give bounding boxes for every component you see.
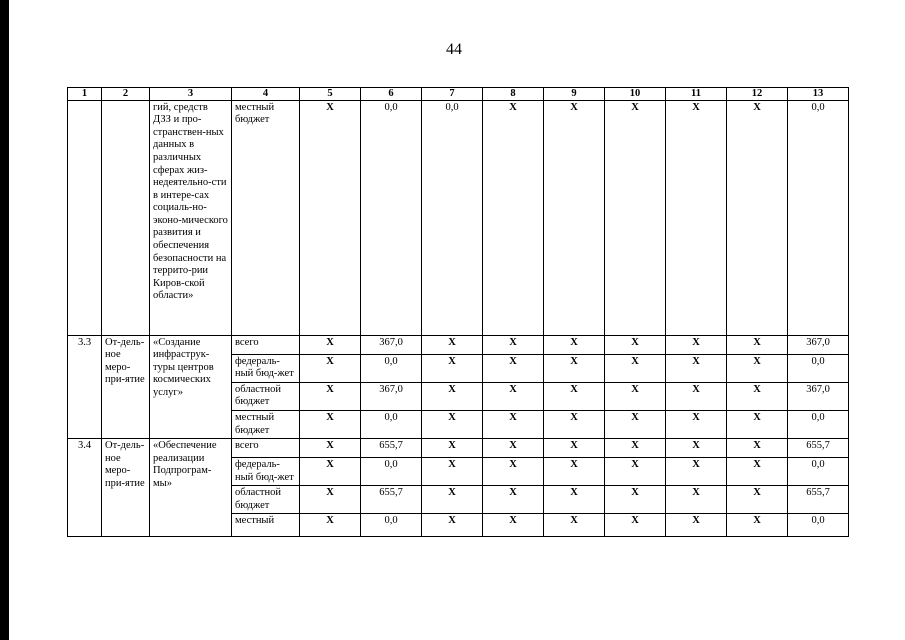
value-cell-13: 0,0 — [788, 458, 849, 486]
value-cell-5: X — [300, 410, 361, 438]
value-cell-9: X — [544, 458, 605, 486]
value-cell-12: X — [727, 410, 788, 438]
value-cell-13: 367,0 — [788, 382, 849, 410]
funding-source-cell: всего — [232, 439, 300, 458]
measure-number-cell: 3.3 — [68, 335, 102, 439]
column-header-9: 9 — [544, 88, 605, 101]
value-cell-13: 655,7 — [788, 439, 849, 458]
value-cell-9: X — [544, 382, 605, 410]
value-cell-10: X — [605, 382, 666, 410]
value-cell-12: X — [727, 382, 788, 410]
column-header-5: 5 — [300, 88, 361, 101]
value-cell-9: X — [544, 439, 605, 458]
column-header-10: 10 — [605, 88, 666, 101]
value-cell-10: X — [605, 514, 666, 537]
column-header-2: 2 — [102, 88, 150, 101]
value-cell-6: 0,0 — [361, 410, 422, 438]
scan-edge-bar — [0, 0, 9, 640]
value-cell-6: 0,0 — [361, 514, 422, 537]
column-header-8: 8 — [483, 88, 544, 101]
value-cell-11: X — [666, 410, 727, 438]
column-header-6: 6 — [361, 88, 422, 101]
value-cell-13: 0,0 — [788, 354, 849, 382]
measure-title-cell: «Обеспечение реализации Подпрограм-мы» — [150, 439, 232, 537]
value-cell-9: X — [544, 354, 605, 382]
value-cell-6: 0,0 — [361, 458, 422, 486]
measure-type-cell — [102, 100, 150, 335]
value-cell-7: X — [422, 382, 483, 410]
value-cell-5: X — [300, 458, 361, 486]
column-header-11: 11 — [666, 88, 727, 101]
measure-number-cell — [68, 100, 102, 335]
funding-source-cell: всего — [232, 335, 300, 354]
measure-type-cell: От-дель-ное меро-при-ятие — [102, 335, 150, 439]
value-cell-12: X — [727, 100, 788, 335]
value-cell-10: X — [605, 439, 666, 458]
value-cell-7: X — [422, 410, 483, 438]
column-header-3: 3 — [150, 88, 232, 101]
value-cell-5: X — [300, 439, 361, 458]
value-cell-13: 0,0 — [788, 410, 849, 438]
column-header-4: 4 — [232, 88, 300, 101]
value-cell-11: X — [666, 458, 727, 486]
value-cell-12: X — [727, 354, 788, 382]
value-cell-6: 0,0 — [361, 100, 422, 335]
column-header-12: 12 — [727, 88, 788, 101]
funding-source-cell: федераль-ный бюд-жет — [232, 458, 300, 486]
value-cell-13: 0,0 — [788, 100, 849, 335]
table-row — [68, 335, 849, 354]
value-cell-6: 367,0 — [361, 382, 422, 410]
value-cell-13: 655,7 — [788, 486, 849, 514]
value-cell-7: X — [422, 439, 483, 458]
value-cell-13: 0,0 — [788, 514, 849, 537]
value-cell-8: X — [483, 486, 544, 514]
value-cell-5: X — [300, 100, 361, 335]
value-cell-7: X — [422, 514, 483, 537]
value-cell-7: X — [422, 354, 483, 382]
value-cell-8: X — [483, 382, 544, 410]
value-cell-6: 655,7 — [361, 439, 422, 458]
value-cell-5: X — [300, 335, 361, 354]
value-cell-10: X — [605, 354, 666, 382]
value-cell-11: X — [666, 486, 727, 514]
table-row — [68, 439, 849, 458]
value-cell-12: X — [727, 439, 788, 458]
value-cell-6: 655,7 — [361, 486, 422, 514]
funding-source-cell: федераль-ный бюд-жет — [232, 354, 300, 382]
funding-source-cell: местный бюджет — [232, 100, 300, 335]
value-cell-5: X — [300, 382, 361, 410]
value-cell-11: X — [666, 335, 727, 354]
funding-source-cell: областной бюджет — [232, 382, 300, 410]
column-header-7: 7 — [422, 88, 483, 101]
value-cell-5: X — [300, 514, 361, 537]
value-cell-7: X — [422, 335, 483, 354]
measure-title-cell: гий, средств ДЗЗ и про-странствен-ных данных в различных сферах жиз-недеятельно-сти в интере-сах социаль-но-эконо-мического развития и обеспечения безопасности на террито-рии Киров-ской области» — [150, 100, 232, 335]
value-cell-10: X — [605, 410, 666, 438]
value-cell-11: X — [666, 354, 727, 382]
value-cell-7: 0,0 — [422, 100, 483, 335]
measure-type-cell: От-дель-ное меро-при-ятие — [102, 439, 150, 537]
value-cell-6: 0,0 — [361, 354, 422, 382]
measure-title-cell: «Создание инфраструк-туры центров космических услуг» — [150, 335, 232, 439]
value-cell-8: X — [483, 458, 544, 486]
value-cell-8: X — [483, 335, 544, 354]
value-cell-8: X — [483, 439, 544, 458]
value-cell-13: 367,0 — [788, 335, 849, 354]
funding-source-cell: областной бюджет — [232, 486, 300, 514]
value-cell-10: X — [605, 458, 666, 486]
value-cell-7: X — [422, 486, 483, 514]
value-cell-9: X — [544, 486, 605, 514]
value-cell-6: 367,0 — [361, 335, 422, 354]
funding-source-cell: местный бюджет — [232, 410, 300, 438]
page-number: 44 — [446, 41, 462, 58]
value-cell-12: X — [727, 514, 788, 537]
value-cell-5: X — [300, 354, 361, 382]
value-cell-8: X — [483, 410, 544, 438]
value-cell-9: X — [544, 100, 605, 335]
column-header-13: 13 — [788, 88, 849, 101]
value-cell-5: X — [300, 486, 361, 514]
header-row — [68, 88, 849, 101]
value-cell-9: X — [544, 514, 605, 537]
value-cell-11: X — [666, 382, 727, 410]
value-cell-11: X — [666, 100, 727, 335]
budget-table — [67, 87, 849, 537]
value-cell-10: X — [605, 486, 666, 514]
value-cell-11: X — [666, 439, 727, 458]
value-cell-9: X — [544, 410, 605, 438]
value-cell-12: X — [727, 458, 788, 486]
value-cell-8: X — [483, 354, 544, 382]
table-row — [68, 100, 849, 335]
value-cell-10: X — [605, 335, 666, 354]
measure-number-cell: 3.4 — [68, 439, 102, 537]
value-cell-12: X — [727, 486, 788, 514]
value-cell-9: X — [544, 335, 605, 354]
funding-source-cell: местный — [232, 514, 300, 537]
value-cell-7: X — [422, 458, 483, 486]
value-cell-8: X — [483, 100, 544, 335]
value-cell-12: X — [727, 335, 788, 354]
value-cell-8: X — [483, 514, 544, 537]
column-header-1: 1 — [68, 88, 102, 101]
value-cell-11: X — [666, 514, 727, 537]
value-cell-10: X — [605, 100, 666, 335]
